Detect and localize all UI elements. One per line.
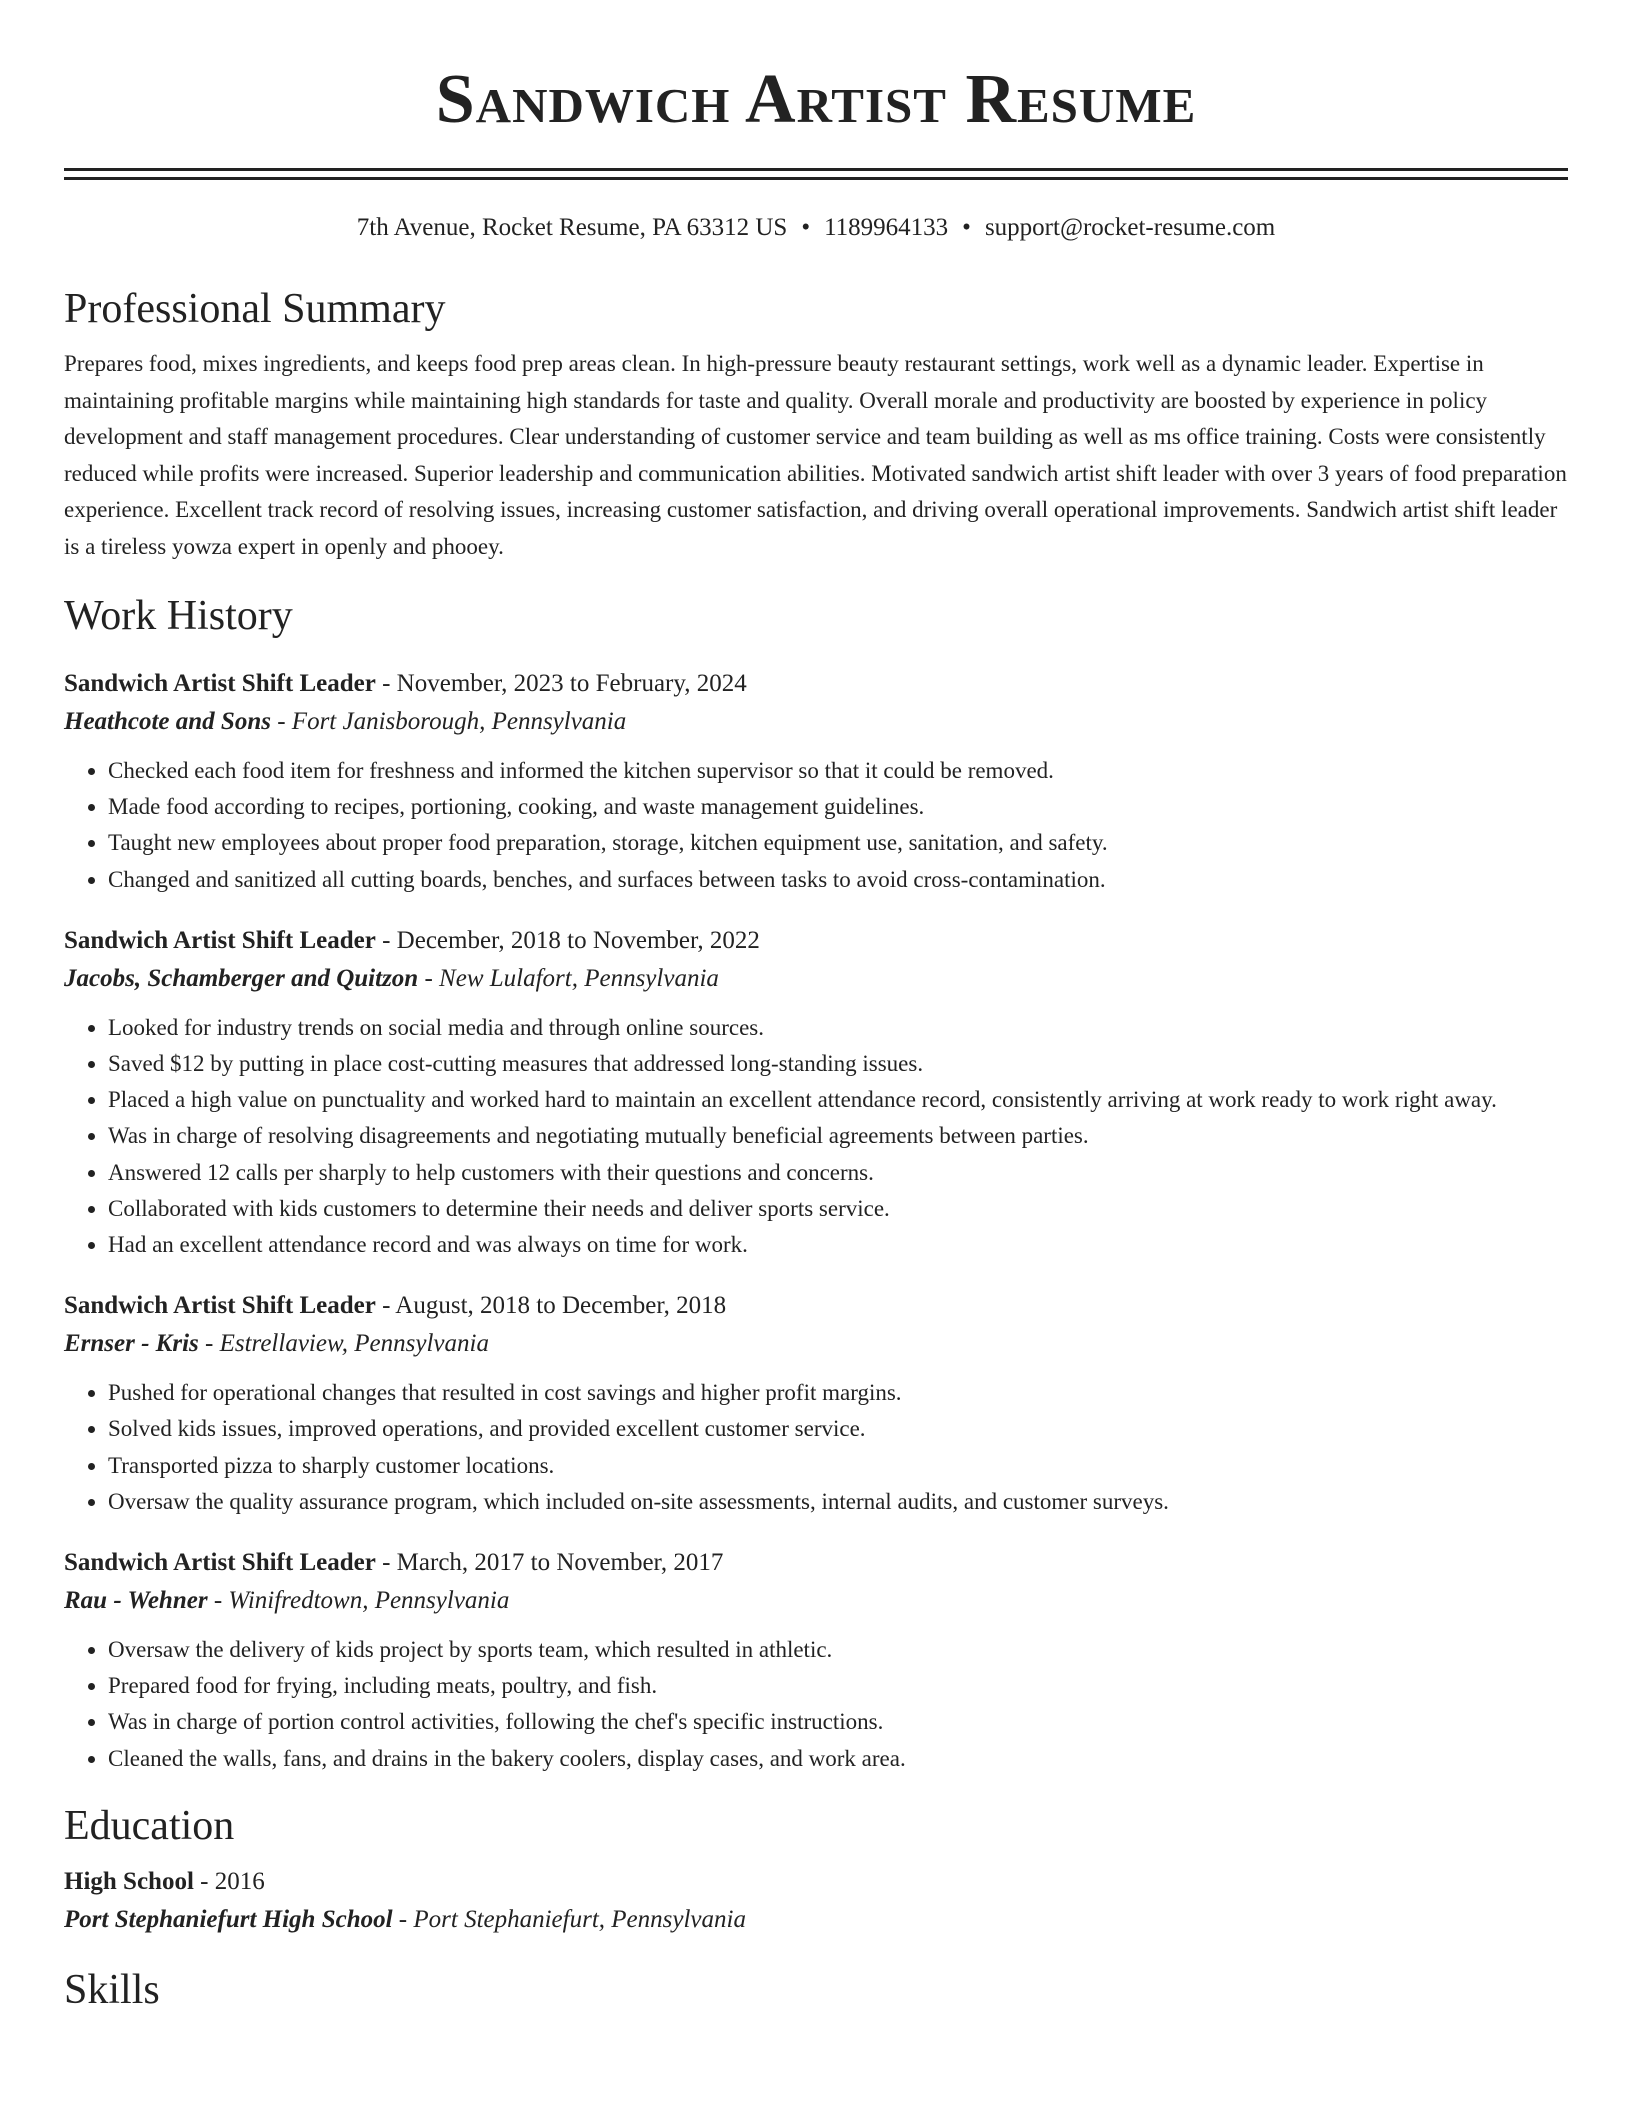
job-duty-item: • Was in charge of portion control activities, following the chef's specific instructions. [108,1704,1568,1740]
job-duties-list [64,1010,1568,1263]
job-dates: - December, 2018 to November, 2022 [375,926,760,954]
job-duty-item: • Taught new employees about proper food preparation, storage, kitchen equipment use, sanitation, and safety. [108,825,1568,861]
contact-separator: • [962,214,971,241]
job-location: - New Lulafort, Pennsylvania [418,964,719,992]
work-history-heading: Work History [64,593,293,639]
job-spacer [64,1263,1568,1283]
contact-phone: 1189964133 [824,214,949,241]
education-degree-line [64,1863,1568,1901]
job-location: - Fort Janisborough, Pennsylvania [270,708,627,735]
job-company-line [64,1325,1568,1363]
job-location: - Winifredtown, Pennsylvania [207,1587,510,1615]
job-title: Sandwich Artist Shift Leader [64,1292,376,1320]
education-school-line [64,1901,1568,1939]
job-location: - Estrellaview, Pennsylvania [198,1330,489,1358]
contact-email: support@rocket-resume.com [984,214,1276,241]
job-duty-item: • Changed and sanitized all cutting boards, benches, and surfaces between tasks to avoid cross-contamination. [108,862,1568,898]
job-duties-list [64,753,1568,898]
education-heading: Education [64,1802,235,1849]
job-dates: - November, 2023 to February, 2024 [375,670,747,697]
title-divider [64,168,1568,180]
job-duty-item: • Was in charge of resolving disagreements and negotiating mutually beneficial agreements between parties. [108,1118,1568,1154]
job-duties-list [64,1375,1568,1520]
education-degree: High School [64,1867,194,1895]
job-duty-item: • Cleaned the walls, fans, and drains in the bakery coolers, display cases, and work area. [108,1741,1568,1777]
job-title: Sandwich Artist Shift Leader [64,670,376,697]
education-school: Port Stephaniefurt High School [64,1905,393,1933]
job-company: Rau - Wehner [64,1587,208,1615]
skills-heading: Skills [64,1966,160,2013]
contact-separator: • [801,214,811,241]
job-duty-item: • Looked for industry trends on social media and through online sources. [108,1010,1568,1046]
job-duty-item: • Solved kids issues, improved operations, and provided excellent customer service. [108,1411,1568,1447]
job-entry [64,1263,1568,1520]
job-duties-list [64,1632,1568,1777]
job-title-line [64,665,1568,703]
job-duty-item: • Saved $12 by putting in place cost-cutting measures that addressed long-standing issues. [108,1046,1568,1082]
job-spacer [64,898,1568,918]
job-entry [64,898,1568,1263]
job-company-line [64,1582,1568,1620]
summary-text: Prepares food, mixes ingredients, and keeps food prep areas clean. In high-pressure beauty restaurant settings, work well as a dynamic leader. Expertise in maintaining profitable margins while maintaining high standards for taste and quality. Overall morale and productivity are boosted by experience in policy development and staff management procedures. Clear understanding of customer service and team building as well as ms office training. Costs were consistently reduced while profits were increased. Superior leadership and communication abilities. Motivated sandwich artist shift leader with over 3 years of food preparation experience. Excellent track record of resolving issues, increasing customer satisfaction, and driving overall operational improvements. Sandwich artist shift leader is a tireless yowza expert in openly and phooey. [64,351,1567,559]
job-duty-item: • Collaborated with kids customers to determine their needs and deliver sports service. [108,1191,1568,1227]
job-title-line [64,1287,1568,1325]
job-dates: - August, 2018 to December, 2018 [375,1292,727,1320]
job-duty-item: • Oversaw the delivery of kids project by sports team, which resulted in athletic. [108,1632,1568,1668]
education-year: - 2016 [193,1867,265,1895]
job-title: Sandwich Artist Shift Leader [64,926,376,954]
job-duty-item: • Checked each food item for freshness and informed the kitchen supervisor so that it could be removed. [108,753,1568,789]
education-location: - Port Stephaniefurt, Pennsylvania [392,1905,746,1933]
job-entry [64,1520,1568,1777]
job-company-line [64,960,1568,998]
job-duty-item: • Placed a high value on punctuality and worked hard to maintain an excellent attendance record, consistently arriving at work ready to work right away. [108,1082,1568,1118]
work-history-list [64,665,1568,1777]
job-company: Heathcote and Sons [64,708,271,735]
job-company: Ernser - Kris [64,1330,199,1358]
job-duty-item: • Pushed for operational changes that resulted in cost savings and higher profit margins. [108,1375,1568,1411]
job-duty-item: • Prepared food for frying, including meats, poultry, and fish. [108,1668,1568,1704]
job-entry [64,665,1568,898]
job-title: Sandwich Artist Shift Leader [64,1549,376,1577]
job-dates: - March, 2017 to November, 2017 [375,1549,724,1577]
job-title-line [64,1544,1568,1582]
resume-title: Sandwich Artist Resume [435,61,1197,138]
job-company: Jacobs, Schamberger and Quitzon [64,964,419,992]
job-duty-item: • Made food according to recipes, portioning, cooking, and waste management guidelines. [108,789,1568,825]
job-spacer [64,1520,1568,1540]
job-duty-item: • Answered 12 calls per sharply to help customers with their questions and concerns. [108,1155,1568,1191]
job-duty-item: • Transported pizza to sharply customer locations. [108,1448,1568,1484]
contact-address: 7th Avenue, Rocket Resume, PA 63312 US [356,214,788,241]
job-title-line [64,922,1568,960]
job-duty-item: • Had an excellent attendance record and was always on time for work. [108,1227,1568,1263]
contact-line [64,212,1568,244]
summary-heading: Professional Summary [64,286,446,332]
job-duty-item: • Oversaw the quality assurance program, which included on-site assessments, internal audits, and customer surveys. [108,1484,1568,1520]
job-company-line [64,703,1568,741]
